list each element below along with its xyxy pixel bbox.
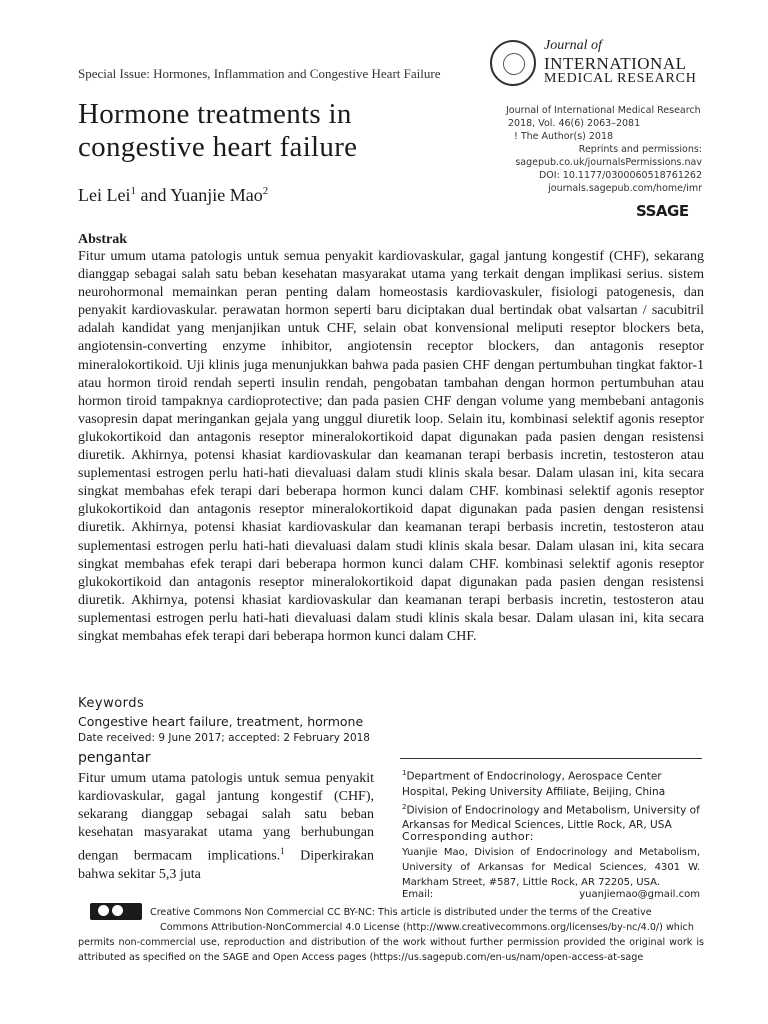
sage-publisher-logo: SSAGE [636,202,689,220]
affiliation-2 [402,800,702,834]
citation-1[interactable]: 1 [280,846,285,856]
affiliation-2-text: Division of Endocrinology and Metabolism, University of Arkansas for Medical Sciences, Little Rock, AR, USA [402,804,700,831]
license-line-2: Commons Attribution-NonCommercial 4.0 License (http://www.creativecommons.org/licenses/by-nc/4.0/) which [160,922,694,933]
article-title: Hormone treatments in congestive heart failure [78,98,358,163]
article-dates: Date received: 9 June 2017; accepted: 2 February 2018 [78,732,370,744]
corresponding-author-text: Yuanjie Mao, Division of Endocrinology and Metabolism, University of Arkansas for Medical Sciences, 4301 W. Markham Street, #587, Little Rock, AR 72205, USA. [402,847,700,888]
affiliations [402,766,702,833]
author-1: Lei Lei [78,185,131,205]
author-2-affiliation: 2 [262,185,269,197]
affiliation-1 [402,766,702,800]
journal-logo [490,38,710,88]
journal-emblem-icon [490,40,536,86]
keywords-text: Congestive heart failure, treatment, hormone [78,714,364,729]
author-2: and Yuanjie Mao [135,185,263,205]
copyright: ! The Author(s) 2018 [514,131,614,142]
affiliation-1-marker: 1 [402,769,407,777]
author-list [78,185,268,206]
intro-heading: pengantar [78,750,151,766]
article-metadata [506,104,702,195]
affiliation-1-text: Department of Endocrinology, Aerospace Center Hospital, Peking University Affiliate, Beijing, China [402,770,666,798]
logo-line-1: Journal of [544,38,602,53]
license-line-3: permits non-commercial use, reproduction and distribution of the work without further permission provided the original work is attributed as specified on the SAGE and Open Access pages (https://us.sagepub.com/en-us/nam/open-access-at-sage [78,937,704,963]
logo-line-2: INTERNATIONAL [544,54,687,73]
email-row [402,889,700,900]
volume-info: 2018, Vol. 46(6) 2063–2081 [508,118,641,129]
journal-name: Journal of International Medical Research [506,105,701,116]
author-1-affiliation: 1 [130,185,136,197]
abstract-heading: Abstrak [78,232,128,247]
logo-line-3: MEDICAL RESEARCH [544,71,697,86]
intro-body: Fitur umum utama patologis untuk semua penyakit kardiovaskular, gagal jantung kongestif (CHF), sekarang dianggap sebagai salah satu beban kesehatan masyarakat utama yang berhubungan dengan bermacam implications. [78,771,374,864]
reprints-label: Reprints and permissions: [578,144,702,155]
journal-home-link[interactable]: journals.sagepub.com/home/imr [548,183,702,194]
intro-body-cont: Diperkirakan bahwa sekitar 5,3 juta [78,848,374,882]
license-text [78,905,704,965]
corresponding-author-heading: Corresponding author: [402,830,534,843]
affiliation-2-marker: 2 [402,802,407,811]
reprints-link[interactable]: sagepub.co.uk/journalsPermissions.nav [515,157,702,168]
abstract-text: Fitur umum utama patologis untuk semua penyakit kardiovaskular, gagal jantung kongestif (CHF), sekarang dianggap sebagai salah satu beban kesehatan masyarakat utama yang terkait dengan implikasi serius. sistem neurohormonal memainkan peran penting dalam homeostasis kardiovaskuler, fisiologi patogenesis, dan penyakit kardiovaskular. perawatan hormon seperti baru diciptakan dual bertindak obat valsartan / sacubitril adalah kandidat yang menjanjikan untuk CHF, selain obat konvensional meliputi reseptor blockers beta, angiotensin-converting enzyme inhibitor, angiotensin receptor blockers, dan antagonis reseptor mineralokortikoid. Uji klinis juga menunjukkan bahwa pada pasien CHF dengan pertumbuhan tingkat faktor-1 atau hormon tiroid rendah seperti insulin rendah, pengobatan tambahan dengan hormon pertumbuhan atau hormon tiroid tampaknya cardioprotective; dan pada pasien CHF dengan volume yang membebani antagonis vasopresin dapat meringankan gejala yang unggul diuretik loop. Selain itu, kombinasi selektif agonis reseptor glukokortikoid dan antagonis reseptor mineralokortikoid dapat digunakan pada pasien dengan resistensi diuretik. Akhirnya, potensi khasiat kardiovaskular dan keamanan terapi berbasis incretin, testosteron atau suplementasi estrogen perlu hati-hati dievaluasi dalam studi klinis skala besar. Dalam ulasan ini, kita secara singkat membahas efek terapi dari beberapa hormon kunci dalam CHF. kombinasi selektif agonis reseptor glukokortikoid dan antagonis reseptor mineralokortikoid dapat digunakan pada pasien dengan resistensi diuretik. Akhirnya, potensi khasiat kardiovaskular dan keamanan terapi berbasis incretin, testosteron atau suplementasi estrogen perlu hati-hati dievaluasi dalam studi klinis skala besar. Dalam ulasan ini, kita secara singkat membahas efek terapi dari beberapa hormon kunci dalam CHF. kombinasi selektif agonis reseptor glukokortikoid dan antagonis reseptor mineralokortikoid dapat digunakan pada pasien dengan resistensi diuretik. Akhirnya, potensi khasiat kardiovaskular dan keamanan terapi berbasis incretin, testosteron atau suplementasi estrogen perlu hati-hati dievaluasi dalam studi klinis skala besar. Dalam ulasan ini, kita secara singkat membahas efek terapi dari beberapa hormon kunci dalam CHF. [78,249,704,644]
doi[interactable]: DOI: 10.1177/0300060518761262 [538,170,702,181]
keywords-heading: Keywords [78,696,145,711]
special-issue-header: Special Issue: Hormones, Inflammation and Congestive Heart Failure [78,66,441,81]
email-link[interactable]: yuanjiemao@gmail.com [579,889,700,900]
license-line-1: Creative Commons Non Commercial CC BY-NC: This article is distributed under the terms of the Creative [150,907,652,918]
footnote-divider [400,758,702,759]
intro-text [78,770,374,884]
email-label: Email: [402,889,434,900]
